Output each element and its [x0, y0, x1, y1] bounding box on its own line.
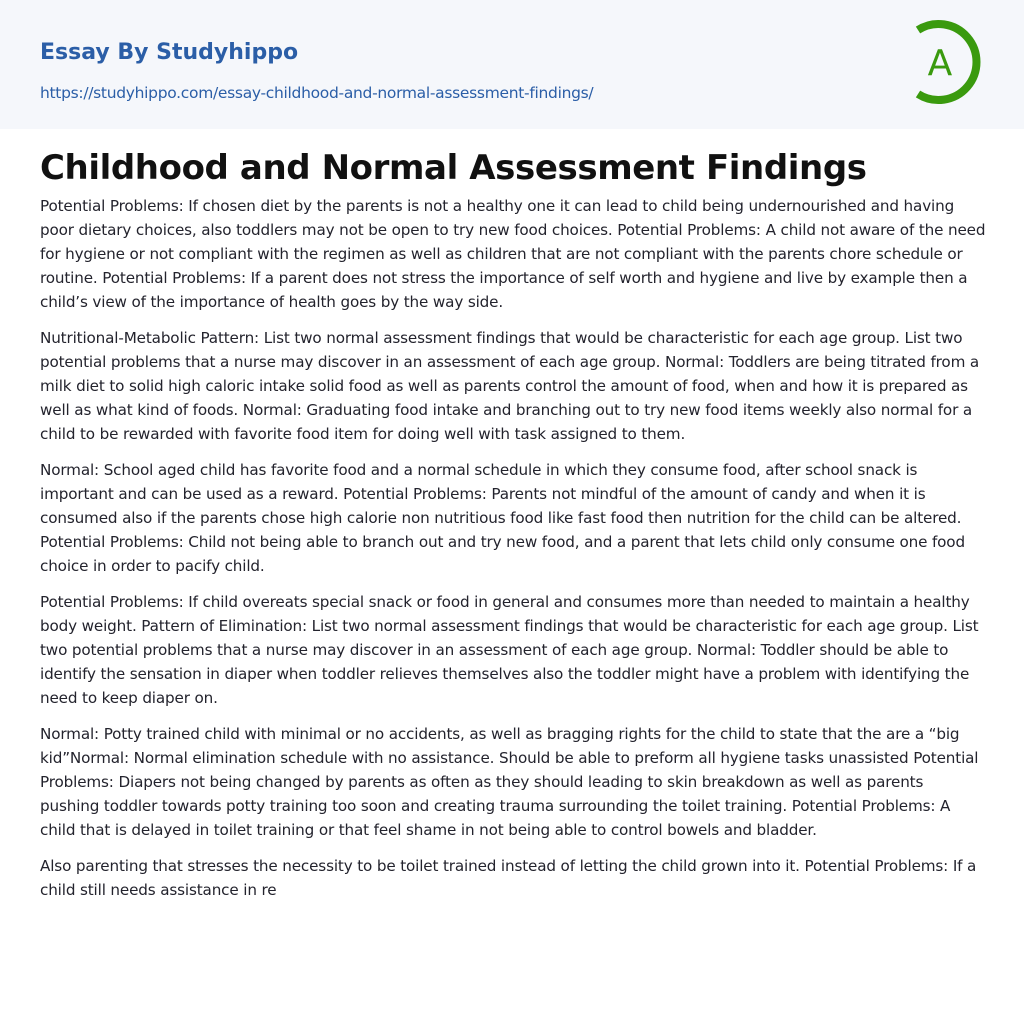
- article-body: [40, 194, 986, 914]
- paragraph: Nutritional-Metabolic Pattern: List two normal assessment findings that would be characteristic for each age group. List two potential problems that a nurse may discover in an assessment of each age group. Normal: Toddlers are being titrated from a milk diet to solid high caloric intake solid food as well as parents control the amount of food, when and how it is prepared as well as what kind of foods. Normal: Graduating food intake and branching out to try new food items weekly also normal for a child to be rewarded with favorite food item for doing well with task assigned to them.: [40, 329, 980, 443]
- studyhippo-logo-icon[interactable]: [912, 18, 988, 106]
- paragraph: Potential Problems: If chosen diet by the parents is not a healthy one it can lead to child being undernourished and having poor dietary choices, also toddlers may not be open to try new food choices. Potential Problems: A child not aware of the need for hygiene or not compliant with the regimen as well as children that are not compliant with the parents chore schedule or routine. Potential Problems: If a parent does not stress the importance of self worth and hygiene and live by example then a child’s view of the importance of health goes by the way side.: [40, 197, 986, 311]
- essay-url-link[interactable]: https://studyhippo.com/essay-childhood-and-normal-assessment-findings/: [40, 84, 594, 102]
- paragraph: Normal: Potty trained child with minimal or no accidents, as well as bragging rights for the child to state that the are a “big kid”Normal: Normal elimination schedule with no assistance. Should be able to preform all hygiene tasks unassisted Potential Problems: Diapers not being changed by parents as often as they should leading to skin breakdown as well as parents pushing toddler towards potty training too soon and creating trauma surrounding the toilet training. Potential Problems: A child that is delayed in toilet training or that feel shame in not being able to control bowels and bladder.: [40, 725, 979, 839]
- paragraph: Potential Problems: If child overeats special snack or food in general and consumes more than needed to maintain a healthy body weight. Pattern of Elimination: List two normal assessment findings that would be characteristic for each age group. List two potential problems that a nurse may discover in an assessment of each age group. Normal: Toddler should be able to identify the sensation in diaper when toddler relieves themselves also the toddler might have a problem with identifying the need to keep diaper on.: [40, 593, 979, 707]
- brand-title[interactable]: Essay By Studyhippo: [40, 40, 299, 65]
- paragraph: Also parenting that stresses the necessity to be toilet trained instead of letting the child grown into it. Potential Problems: If a child still needs assistance in re: [40, 857, 977, 899]
- paragraph: Normal: School aged child has favorite food and a normal schedule in which they consume food, after school snack is important and can be used as a reward. Potential Problems: Parents not mindful of the amount of candy and when it is consumed also if the parents chose high calorie non nutritious food like fast food then nutrition for the child can be altered. Potential Problems: Child not being able to branch out and try new food, and a parent that lets child only consume one food choice in order to pacify child.: [40, 461, 965, 575]
- logo-letter: A: [927, 43, 953, 84]
- page-title: Childhood and Normal Assessment Findings: [40, 148, 867, 188]
